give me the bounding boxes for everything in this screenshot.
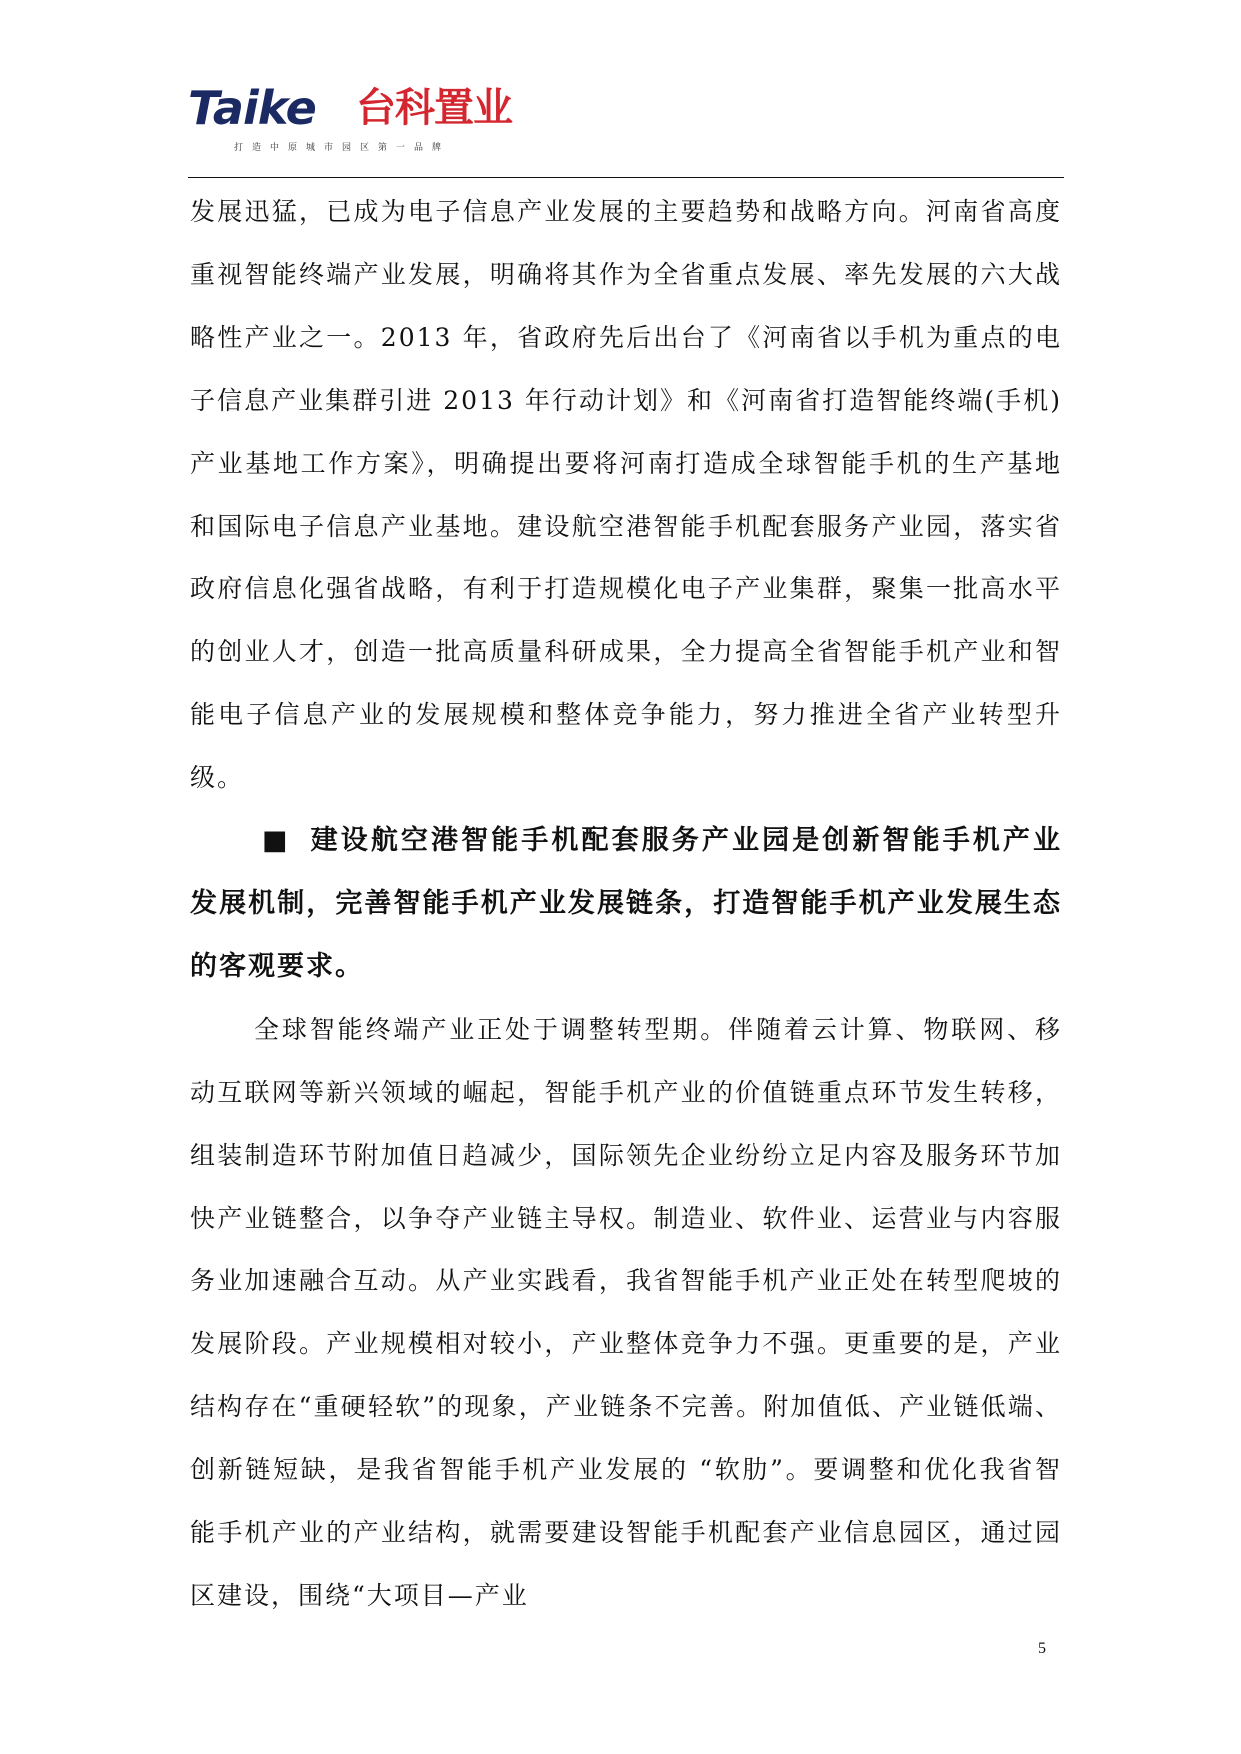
- page-header: [188, 78, 1068, 166]
- document-body: [190, 181, 1062, 1628]
- logo-slogan: 打造中原城市园区第一品牌: [234, 143, 451, 153]
- square-bullet-icon: ■: [262, 825, 290, 857]
- logo-taike: Taike: [188, 81, 316, 135]
- paragraph-2: 全球智能终端产业正处于调整转型期。伴随着云计算、物联网、移动互联网等新兴领域的崛起，智能手机产业的价值链重点环节发生转移，组装制造环节附加值日趋减少，国际领先企业纷纷立足内容及服务环节加快产业链整合，以争夺产业链主导权。制造业、软件业、运营业与内容服务业加速融合互动。从产业实践看，我省智能手机产业正处在转型爬坡的发展阶段。产业规模相对较小，产业整体竞争力不强。更重要的是，产业结构存在“重硬轻软”的现象，产业链条不完善。附加值低、产业链低端、创新链短缺，是我省智能手机产业发展的 “软肋”。要调整和优化我省智能手机产业的产业结构，就需要建设智能手机配套产业信息园区，通过园区建设，围绕“大项目—产业: [190, 1014, 1062, 1610]
- logo-company-name: 台科置业: [356, 85, 512, 131]
- header-divider: [188, 177, 1064, 178]
- paragraph-1: 发展迅猛，已成为电子信息产业发展的主要趋势和战略方向。河南省高度重视智能终端产业发展，明确将其作为全省重点发展、率先发展的六大战略性产业之一。2013 年，省政府先后出台了《河南省以手机为重点的电子信息产业集群引进 2013 年行动计划》和《河南省打造智能终端(手机)产业基地工作方案》，明确提出要将河南打造成全球智能手机的生产基地和国际电子信息产业基地。建设航空港智能手机配套服务产业园，落实省政府信息化强省战略，有利于打造规模化电子产业集群，聚集一批高水平的创业人才，创造一批高质量科研成果，全力提高全省智能手机产业和智能电子信息产业的发展规模和整体竞争能力，努力推进全省产业转型升级。: [190, 197, 1062, 793]
- page-number: 5: [1038, 1640, 1046, 1657]
- section-heading-text: 建设航空港智能手机配套服务产业园是创新智能手机产业发展机制，完善智能手机产业发展链条，打造智能手机产业发展生态的客观要求。: [190, 825, 1062, 982]
- section-heading: [190, 810, 1062, 999]
